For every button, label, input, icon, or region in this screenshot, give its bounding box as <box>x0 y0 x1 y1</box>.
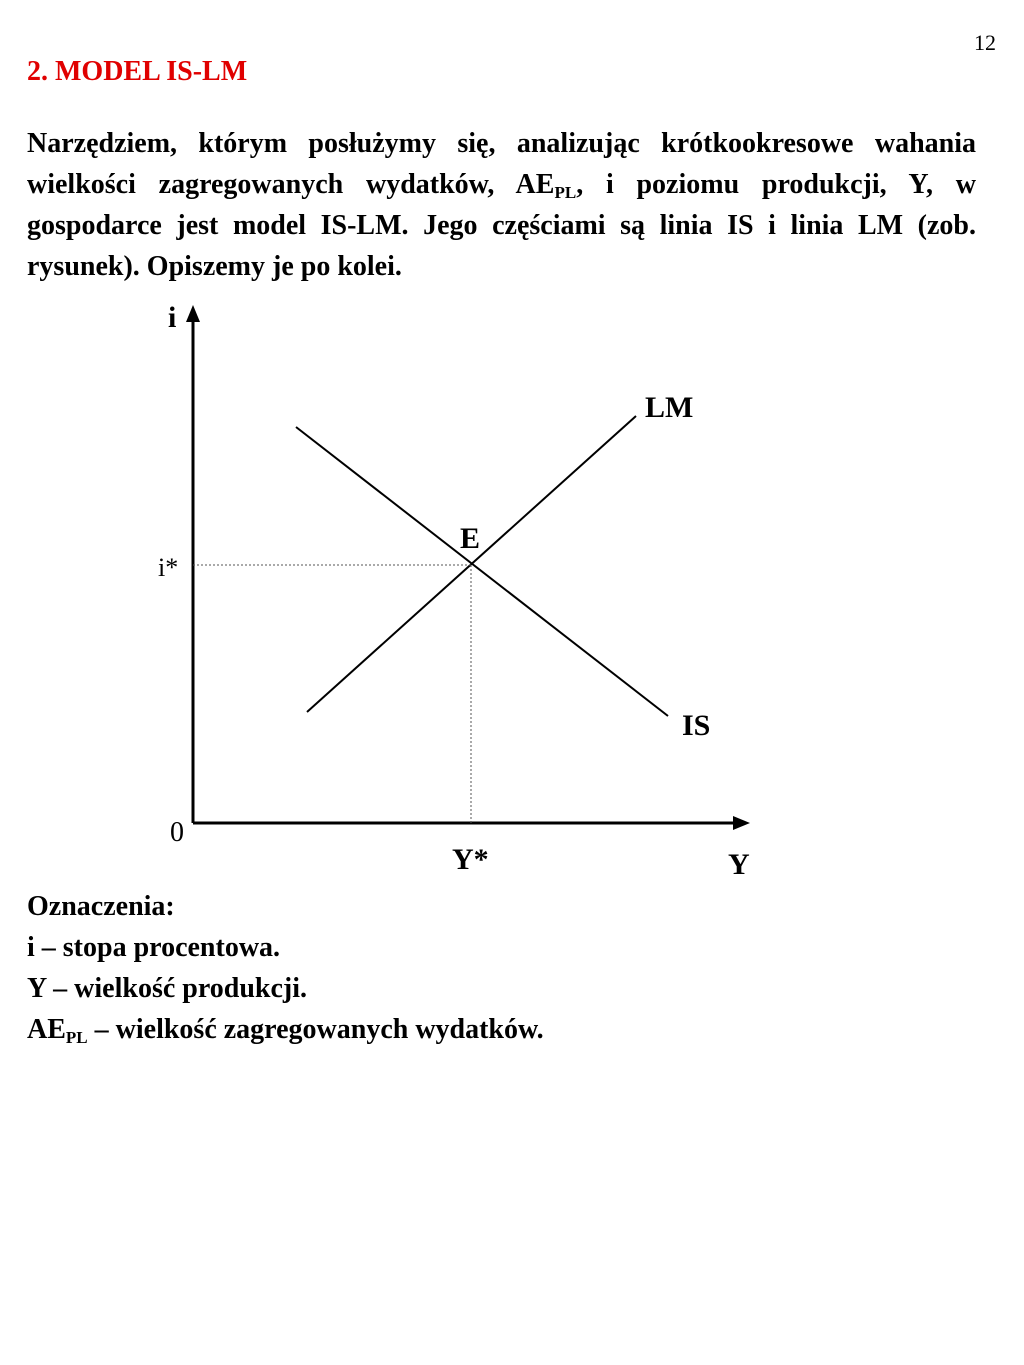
legend-ae-rest: – wielkość zagregowanych wydatków. <box>87 1014 544 1045</box>
y-star-label: Y* <box>452 843 489 876</box>
intro-subscript: PL <box>554 183 577 202</box>
legend-item-ae <box>27 1009 544 1050</box>
legend <box>27 886 544 1050</box>
legend-ae-main: AE <box>27 1014 66 1045</box>
legend-item-i: i – stopa procentowa. <box>27 932 281 963</box>
legend-title: Oznaczenia: <box>27 891 175 922</box>
x-axis-label: Y <box>728 848 750 881</box>
intro-text-part2: , i poziomu produkcji, Y, w gospodarce jest model IS-LM. Jego częściami są linia IS i linia LM (zob. rysunek). Opiszemy je po kolei. <box>27 169 977 282</box>
i-star-label: i* <box>158 553 179 582</box>
legend-item-y: Y – wielkość produkcji. <box>27 973 308 1004</box>
origin-label: 0 <box>170 817 184 848</box>
page-number: 12 <box>974 30 996 55</box>
section-heading: 2. MODEL IS-LM <box>27 56 248 87</box>
x-axis-arrowhead <box>733 816 750 830</box>
legend-ae-subscript: PL <box>65 1028 88 1047</box>
y-axis-arrowhead <box>186 305 200 322</box>
intro-text-part1: Narzędziem, którym posłużymy się, analizując krótkookresowe wahania wielkości zagregowanych wydatków, AE <box>27 128 976 200</box>
lm-label: LM <box>645 391 694 424</box>
y-axis-label: i <box>168 301 177 334</box>
equilibrium-label: E <box>460 522 481 555</box>
is-label: IS <box>682 709 711 742</box>
